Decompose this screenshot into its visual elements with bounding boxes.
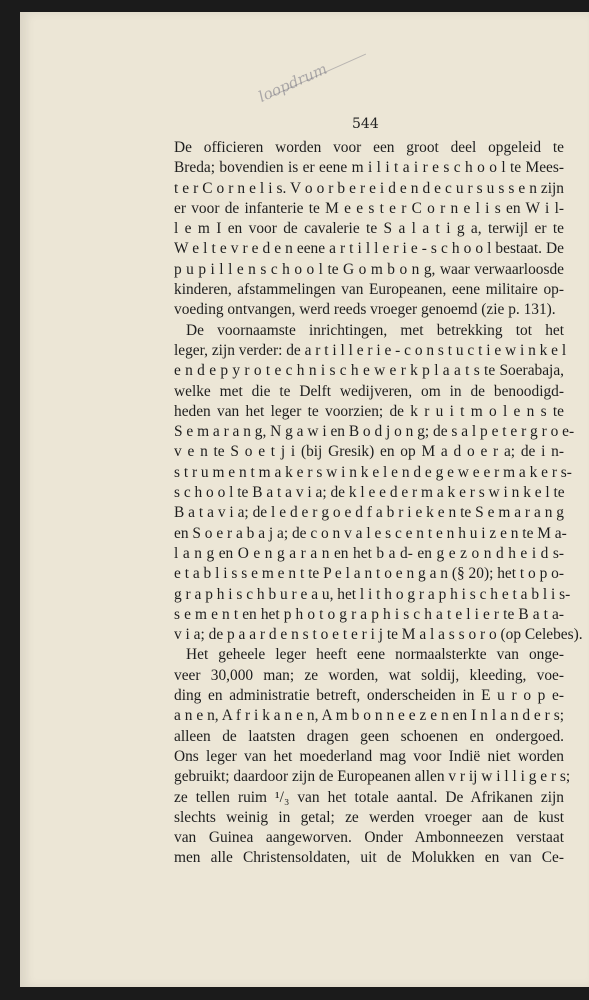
text-line: voeding ontvangen, werd reeds vroeger genoemd (zie p. 131). [174, 301, 556, 319]
text-line: De voornaamste inrichtingen, met betrekking tot het [186, 321, 564, 339]
text-line: kinderen, afstammelingen van Europeanen, eene militaire op- [174, 281, 564, 299]
text-line: Ons leger van het moederland mag voor Indië niet worden [174, 747, 564, 765]
text-line: Het geheele leger heeft eene normaalsterkte van onge- [186, 646, 564, 664]
text-line: ze tellen ruim ¹/₃ van het totale aantal. De Afrikanen zijn [174, 788, 564, 806]
text-line: W e l t e v r e d e n eene a r t i l l e r i e - s c h o o l bestaat. De [174, 240, 564, 258]
text-line: van Guinea aangeworven. Onder Ambonneezen verstaat [174, 829, 564, 847]
text-line: S e m a r a n g, N g a w i en B o d j o n g; de s a l p e t e r g r o e- [174, 423, 575, 441]
body-text [174, 138, 583, 869]
text-line: l a n g en O e n g a r a n en het b a d- en g e z o n d h e i d s- [174, 544, 564, 562]
text-line: men alle Christensoldaten, uit de Molukken en van Ce- [174, 849, 564, 867]
text-line: ding en administratie betreft, onderscheiden in E u r o p e- [174, 687, 564, 705]
text-line: alleen de laatsten dragen geen schoenen en ondergoed. [174, 727, 564, 745]
text-line: er voor de infanterie te M e e s t e r C o r n e l i s en W i l- [174, 199, 564, 217]
text-line: gebruikt; daardoor zijn de Europeanen allen v r ij w i l l i g e r s; [174, 768, 571, 786]
text-line: g r a p h i s c h b u r e a u, het l i t h o g r a p h i s c h e t a b l i s- [174, 585, 571, 603]
text-line: heden van het leger te voorzien; de k r u i t m o l e n s te [174, 402, 564, 420]
text-line: leger, zijn verder: de a r t i l l e r i e - c o n s t u c t i e w i n k e l [174, 341, 567, 359]
text-line: v i a; de p a a r d e n s t o e t e r i j te M a l a s s o r o (op Celebes). [174, 626, 583, 644]
book-page [20, 12, 589, 987]
text-line: s c h o o l te B a t a v i a; de k l e e d e r m a k e r s w i n k e l te [174, 484, 565, 502]
text-line: s t r u m e n t m a k e r s w i n k e l e n d e g e w e e r m a k e r s- [174, 463, 572, 481]
pencil-annotation: loopdrum [256, 41, 382, 126]
text-line: Breda; bovendien is er eene m i l i t a i r e s c h o o l te Mees- [174, 159, 564, 177]
text-line: p u p i l l e n s c h o o l te G o m b o n g, waar verwaarloosde [174, 260, 564, 278]
text-line: veer 30,000 man; ze worden, wat soldij, kleeding, voe- [174, 666, 564, 684]
text-line: s e m e n t en het p h o t o g r a p h i s c h a t e l i e r te B a t a- [174, 605, 564, 623]
text-line: en S o e r a b a j a; de c o n v a l e s c e n t e n h u i z e n te M a- [174, 524, 567, 542]
text-line: e n d e p y r o t e c h n i s c h e w e r k p l a a t s te Soerabaja, [174, 362, 564, 380]
text-line: De officieren worden voor een groot deel opgeleid te [174, 139, 564, 156]
text-line: l e m I en voor de cavalerie te S a l a t i g a, terwijl er te [174, 220, 564, 238]
text-line: t e r C o r n e l i s. V o o r b e r e i d e n d e c u r s u s s e n zijn [174, 179, 564, 197]
text-line: a n e n, A f r i k a n e n, A m b o n n e e z e n en I n l a n d e r s; [174, 707, 564, 725]
text-line: v e n te S o e t j i (bij Gresik) en op M a d o e r a; de i n- [174, 443, 564, 461]
text-line: B a t a v i a; de l e d e r g o e d f a b r i e k e n te S e m a r a n g [174, 504, 564, 522]
text-line: e t a b l i s s e m e n t te P e l a n t o e n g a n (§ 20); het t o p o- [174, 565, 564, 583]
text-line: slechts weinig in getal; ze werden vroeger aan de kust [174, 808, 564, 826]
text-line: welke met die te Delft wedijveren, om in de benoodigd- [174, 382, 564, 400]
page-number: 544 [352, 116, 379, 132]
